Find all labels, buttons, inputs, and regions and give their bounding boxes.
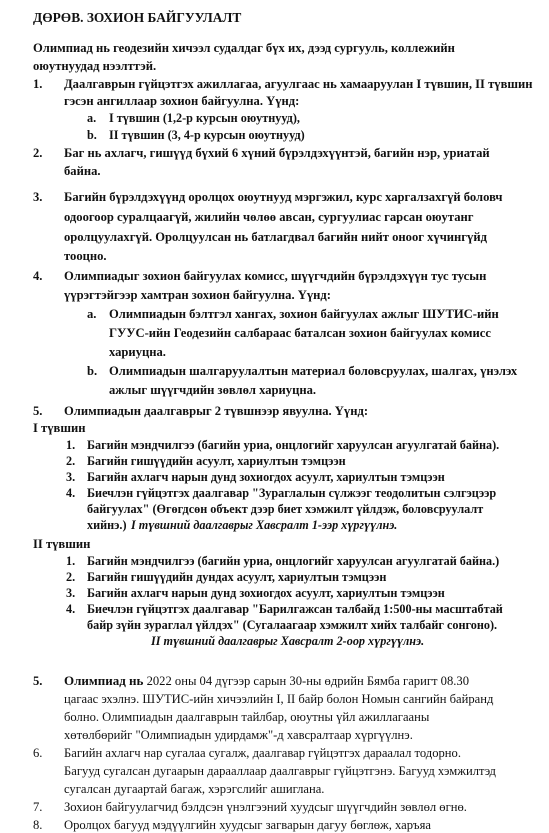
- sub-item-line: ажлыг шүүгчдийн зөвлөл хариуцна.: [109, 383, 317, 397]
- list-number: 2.: [66, 570, 76, 584]
- list-item-line: Багийн гишүүдийн дундах асуулт, хариултын тэмцээн: [87, 570, 387, 584]
- list-number: 2.: [66, 454, 76, 468]
- list-item-line: цагаас эхэлнэ. ШУТИС-ийн хичээлийн I, II байр болон Номын сангийн байранд: [64, 692, 494, 706]
- list-item-line: Багийн мэндчилгээ (багийн уриа, онцлогийг харуулсан агуулгатай байна.): [87, 554, 500, 568]
- list-item-line: Багийн ахлагч нар сугалаа сугалж, даалгавар гүйцэтгэх дараалал тодорно.: [64, 746, 461, 760]
- list-item-line: оролцуулахгүй. Оролцуулсан нь батлагдвал багийн нийт оноог хүчингүйд: [64, 230, 487, 244]
- list-number: 4.: [66, 486, 76, 500]
- intro-line: Олимпиад нь геодезийн хичээл судалдаг бүх их, дээд сургууль, коллежийн: [33, 41, 455, 55]
- list-number: 1.: [66, 554, 76, 568]
- list-item-line: Багийн гишүүдийн асуулт, хариултын тэмцээн: [87, 454, 346, 468]
- list-number: 4.: [33, 269, 43, 283]
- list-item-line: Биечлэн гүйцэтгэх даалгавар "Барилгажсан талбайд 1:500-ны масштабтай: [87, 602, 503, 616]
- list-item-line: Даалгаврын гүйцэтгэх ажиллагаа, агуулгаас нь хамааруулан I түвшин, II түвшин: [64, 77, 533, 91]
- list-number: 4.: [66, 602, 76, 616]
- list-item-line: Багийн ахлагч нарын дунд зохиогдох асуулт, хариултын тэмцээн: [87, 470, 445, 484]
- list-item-line: болно. Олимпиадын даалгаврын тайлбар, оюутны үйл ажиллагааны: [64, 710, 430, 724]
- sub-item-line: Олимпиадын бэлтгэл хангах, зохион байгуулах ажлыг ШУТИС-ийн: [109, 307, 499, 321]
- section-title: ДӨРӨВ. ЗОХИОН БАЙГУУЛАЛТ: [33, 10, 242, 25]
- list-number: 7.: [33, 800, 43, 814]
- list-item-line: байр зүйн зураглал үйлдэх" (Сугалаагаар хэмжилт хийх талбайг сонгоно).: [87, 618, 498, 632]
- list-item-line: [64, 673, 469, 689]
- sub-item-text: I түвшин (1,2-р курсын оюутнууд),: [109, 111, 300, 125]
- list-item-line: гэсэн ангиллаар зохион байгуулна. Үүнд:: [64, 94, 300, 108]
- list-item-line: байна.: [64, 164, 101, 178]
- list-item-line: үүрэгтэйгээр хамтран зохион байгуулна. Үүнд:: [64, 288, 331, 302]
- list-item-line: байгуулах" (Өгөгдсөн объект дээр биет хэмжилт үйлдэж, боловсруулалт: [87, 502, 484, 516]
- list-item-line: Олимпиадыг зохион байгуулах комисс, шүүгчдийн бүрэлдэхүүн тус тусын: [64, 269, 487, 283]
- list-item-line: Багийн бүрэлдэхүүнд оролцох оюутнууд мэргэжил, курс харгалзахгүй боловч: [64, 190, 503, 204]
- list-number: 1.: [66, 438, 76, 452]
- list-item-line: Багийн мэндчилгээ (багийн уриа, онцлогийг харуулсан агуулгатай байна).: [87, 438, 500, 452]
- list-number: 3.: [66, 470, 76, 484]
- list-item-line: хөтөлбөрийг "Олимпиадын удирдамж"-д хавсралтаар хүргүүлнэ.: [64, 728, 413, 742]
- list-item-line: Багууд сугалсан дугаарын дарааллаар даалгаврыг гүйцэтгэнэ. Багууд хэмжилтэд: [64, 764, 496, 778]
- bold-lead: Олимпиад нь: [64, 673, 144, 688]
- list-number: 8.: [33, 818, 43, 832]
- sub-item-mark: a.: [87, 307, 97, 321]
- list-item-line: Багийн ахлагч нарын дунд зохиогдох асуулт, хариултын тэмцээн: [87, 586, 445, 600]
- level-heading: II түвшин: [33, 537, 91, 551]
- list-item-line: одоогоор суралцаагүй, жилийн чөлөө авсан, сургуулиас гарсан оюутанг: [64, 210, 474, 224]
- list-number: 3.: [33, 190, 43, 204]
- sub-item-line: хариуцна.: [109, 345, 166, 359]
- list-item-line: хийнэ.): [87, 518, 127, 532]
- list-item-line: тооцно.: [64, 249, 107, 263]
- list-number: 6.: [33, 746, 43, 760]
- list-number: 2.: [33, 146, 43, 160]
- sub-item-line: ГУУС-ийн Геодезийн салбараас баталсан зохион байгуулах комисс: [109, 326, 491, 340]
- list-item-line: Зохион байгуулагчид бэлдсэн үнэлгээний хуудсыг шүүгчдийн зөвлөл өгнө.: [64, 800, 467, 814]
- list-number: 1.: [33, 77, 43, 91]
- appendix-note: I түвшний даалгаврыг Хавсралт 1-ээр хүргүүлнэ.: [131, 518, 398, 532]
- appendix-note: II түвшний даалгаврыг Хавсралт 2-оор хүргүүлнэ.: [151, 634, 425, 648]
- level-heading: I түвшин: [33, 421, 86, 435]
- sub-item-line: Олимпиадын шалгаруулалтын материал боловсруулах, шалгах, үнэлэх: [109, 364, 518, 378]
- sub-item-mark: a.: [87, 111, 97, 125]
- list-item-line: Баг нь ахлагч, гишүүд бүхий 6 хүний бүрэлдэхүүнтэй, багийн нэр, уриатай: [64, 146, 490, 160]
- sub-item-mark: b.: [87, 364, 98, 378]
- list-item-line: Биечлэн гүйцэтгэх даалгавар "Зураглалын сүлжээг теодолитын сэлгэцээр: [87, 486, 497, 500]
- list-item-text: 2022 оны 04 дүгээр сарын 30-ны өдрийн Бямба гаригт 08.30: [143, 674, 469, 688]
- list-number: 5.: [33, 404, 43, 418]
- list-item-line: Олимпиадын даалгаврыг 2 түвшнээр явуулна. Үүнд:: [64, 404, 369, 418]
- sub-item-text: II түвшин (3, 4-р курсын оюутнууд): [109, 128, 305, 142]
- sub-item-mark: b.: [87, 128, 97, 142]
- list-item-line: Оролцох багууд мэдүүлгийн хуудсыг загварын дагуу бөглөж, харъяа: [64, 818, 431, 832]
- intro-line: оюутнуудад нээлттэй.: [33, 59, 157, 73]
- list-number: 5.: [33, 674, 43, 688]
- list-number: 3.: [66, 586, 76, 600]
- list-item-line: сугалсан дугаартай багаж, хэрэгслийг ашиглана.: [64, 782, 325, 796]
